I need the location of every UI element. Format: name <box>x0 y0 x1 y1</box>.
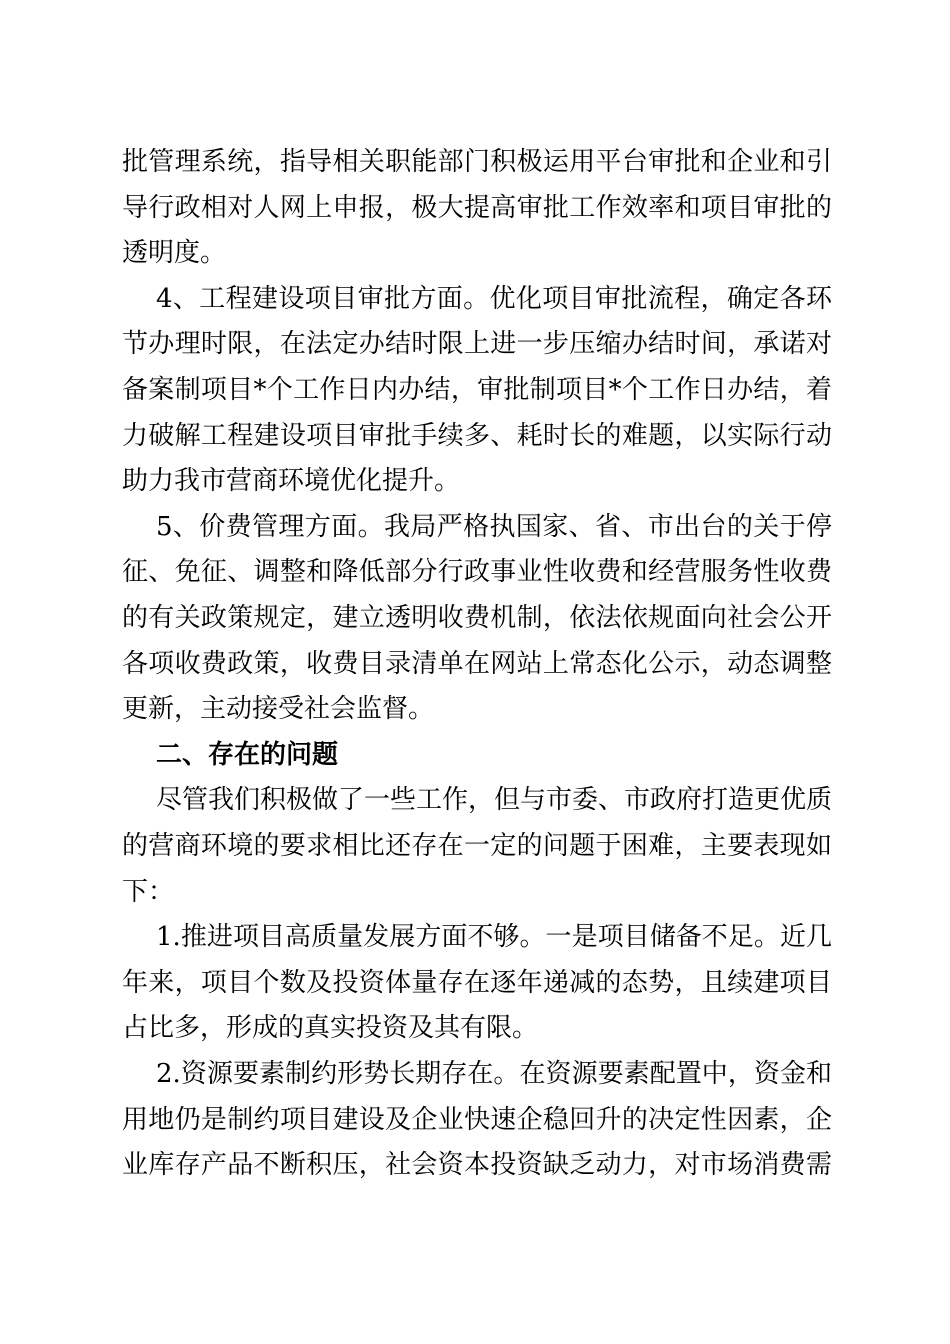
section-heading: 二、存在的问题 <box>156 739 339 770</box>
text-line: 透明度。 <box>122 238 227 269</box>
text-line: 助力我市营商环境优化提升。 <box>122 466 461 497</box>
text-line: 征、免征、调整和降低部分行政事业性收费和经营服务性收费 <box>122 557 832 588</box>
text-line: 尽管我们积极做了一些工作，但与市委、市政府打造更优质 <box>156 785 832 816</box>
text-line: 业库存产品不断积压，社会资本投资缺乏动力，对市场消费需 <box>122 1150 832 1181</box>
text-line: 批管理系统，指导相关职能部门积极运用平台审批和企业和引 <box>122 147 832 177</box>
text-line: 4、工程建设项目审批方面。优化项目审批流程，确定各环 <box>156 283 832 314</box>
text-line: 占比多，形成的真实投资及其有限。 <box>122 1013 539 1044</box>
text-line: 1.推进项目高质量发展方面不够。一是项目储备不足。近几 <box>156 922 832 953</box>
text-line: 5、价费管理方面。我局严格执国家、省、市出台的关于停 <box>156 511 832 542</box>
text-line: 导行政相对人网上申报，极大提高审批工作效率和项目审批的 <box>122 192 832 223</box>
text-line: 节办理时限，在法定办结时限上进一步压缩办结时间，承诺对 <box>122 329 832 360</box>
text-line: 2.资源要素制约形势长期存在。在资源要素配置中，资金和 <box>156 1059 832 1089</box>
text-line: 的有关政策规定，建立透明收费机制，依法依规面向社会公开 <box>122 603 832 633</box>
text-line: 用地仍是制约项目建设及企业快速企稳回升的决定性因素，企 <box>122 1104 832 1135</box>
text-line: 力破解工程建设项目审批手续多、耗时长的难题，以实际行动 <box>122 420 832 451</box>
text-line: 年来，项目个数及投资体量存在逐年递减的态势，且续建项目 <box>122 967 832 998</box>
text-line: 更新，主动接受社会监督。 <box>122 694 435 725</box>
text-line: 各项收费政策，收费目录清单在网站上常态化公示，动态调整 <box>122 648 832 679</box>
text-line: 下： <box>122 876 175 907</box>
text-line: 备案制项目*个工作日内办结，审批制项目*个工作日办结，着 <box>122 375 832 405</box>
text-line: 的营商环境的要求相比还存在一定的问题于困难，主要表现如 <box>122 831 832 861</box>
